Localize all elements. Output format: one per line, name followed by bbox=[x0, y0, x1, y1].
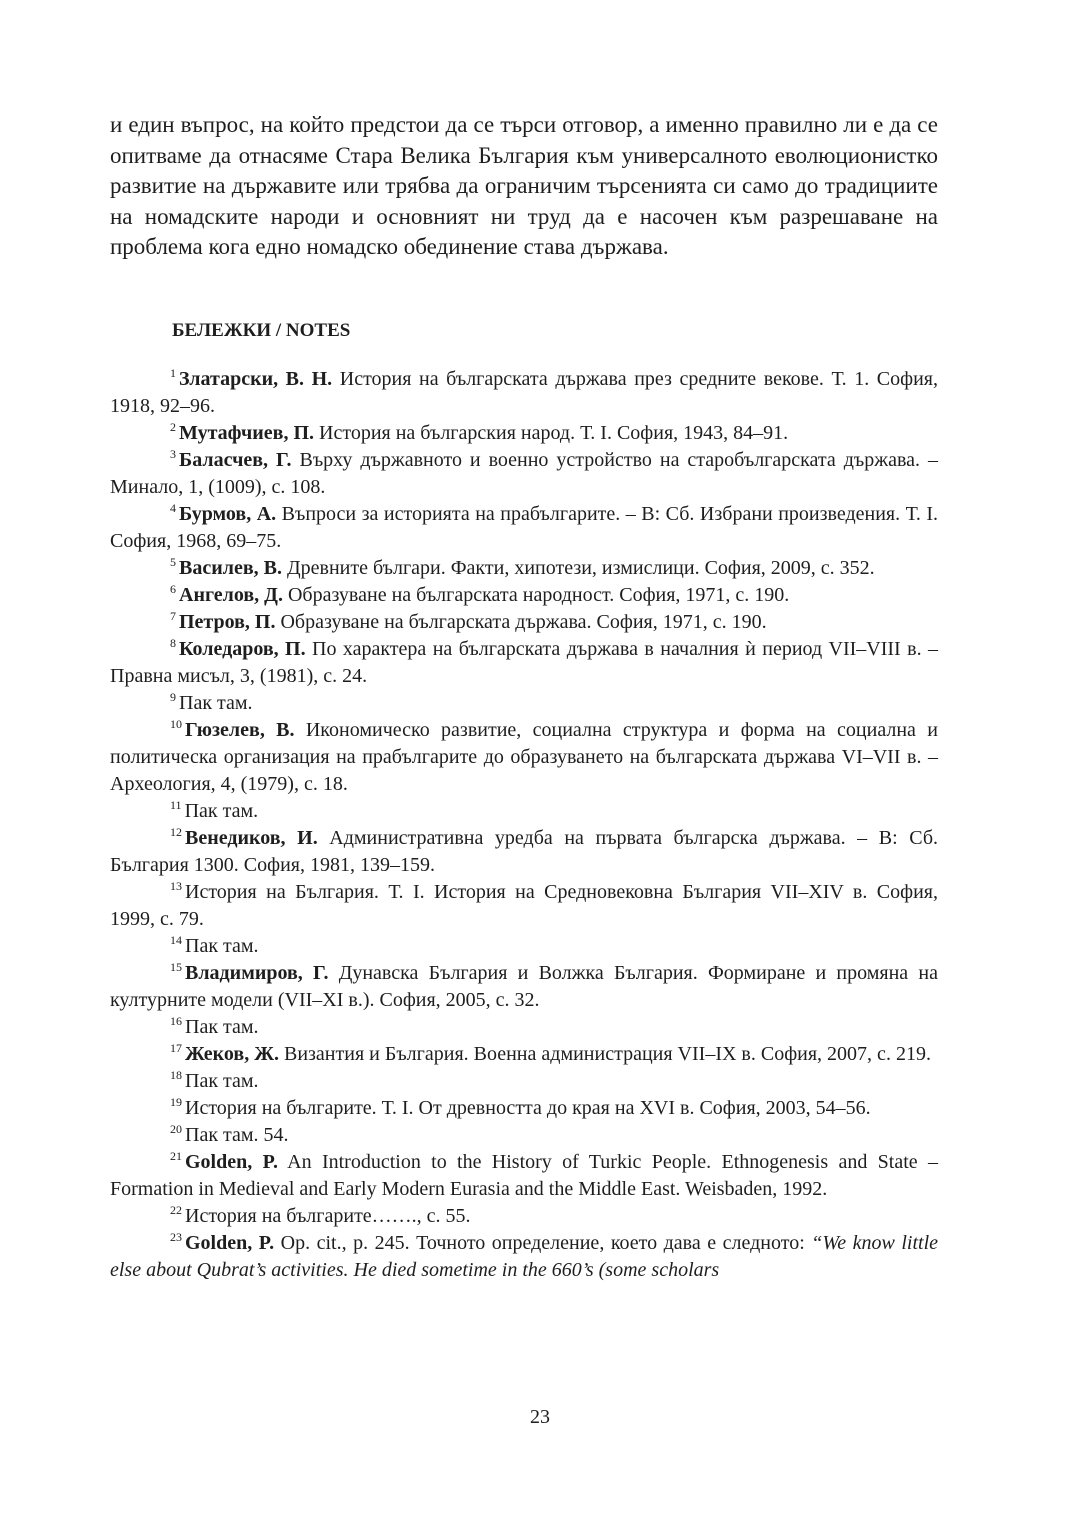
footnote-number: 11 bbox=[170, 798, 182, 813]
footnote-text: Древните българи. Факти, хипотези, измислици. София, 2009, с. 352. bbox=[281, 557, 875, 579]
footnote-author: Коледаров, П. bbox=[179, 638, 306, 660]
footnote bbox=[110, 1230, 938, 1284]
footnote bbox=[110, 1095, 938, 1122]
footnote-number: 22 bbox=[170, 1203, 182, 1218]
footnote-number: 21 bbox=[170, 1149, 182, 1164]
footnote-number: 13 bbox=[170, 879, 182, 894]
footnote-author: Петров, П. bbox=[179, 611, 276, 633]
footnote-text: Административна уредба на първата българска държава. – В: Сб. България 1300. София, 1981, 139–159. bbox=[110, 827, 938, 876]
footnote bbox=[110, 1041, 938, 1068]
footnote-author: Василев, В. bbox=[179, 557, 282, 579]
footnote bbox=[110, 825, 938, 879]
footnote-author: Golden, P. bbox=[185, 1151, 278, 1173]
footnote-text: История на българите. Т. I. От древността до края на XVI в. София, 2003, 54–56. bbox=[185, 1097, 871, 1119]
page-number: 23 bbox=[530, 1406, 550, 1428]
footnote-author: Гюзелев, В. bbox=[185, 719, 295, 741]
footnote-text: История на българите……., с. 55. bbox=[185, 1205, 471, 1227]
footnote-number: 17 bbox=[170, 1041, 182, 1056]
footnote-author: Златарски, В. Н. bbox=[179, 368, 333, 390]
footnote-author: Баласчев, Г. bbox=[179, 449, 292, 471]
footnote-quote: “We know little else about Qubrat’s activities. He died sometime in the 660’s (some scholars bbox=[110, 1232, 939, 1281]
footnote-number: 12 bbox=[170, 825, 182, 840]
footnote-number: 15 bbox=[170, 960, 182, 975]
footnote bbox=[110, 1149, 938, 1203]
footnote-number: 4 bbox=[170, 501, 176, 516]
footnote bbox=[110, 1203, 938, 1230]
footnote bbox=[110, 717, 938, 798]
footnote-text: История на българската държава през средните векове. Т. 1. София, 1918, 92–96. bbox=[110, 368, 939, 417]
footnote-number: 23 bbox=[170, 1230, 182, 1245]
footnote-text: Византия и България. Военна администрация VII–IX в. София, 2007, с. 219. bbox=[278, 1043, 931, 1065]
footnote-text: История на българския народ. Т. I. София, 1943, 84–91. bbox=[314, 422, 789, 444]
footnote-number: 3 bbox=[170, 447, 176, 462]
footnote-number: 14 bbox=[170, 933, 182, 948]
footnote-text: Пак там. 54. bbox=[185, 1124, 289, 1146]
footnote bbox=[110, 690, 938, 717]
footnote-author: Мутафчиев, П. bbox=[179, 422, 315, 444]
footnote-number: 19 bbox=[170, 1095, 182, 1110]
footnote bbox=[110, 447, 938, 501]
footnote bbox=[110, 1068, 938, 1095]
footnote-author: Владимиров, Г. bbox=[185, 962, 329, 984]
footnote bbox=[110, 555, 938, 582]
footnote-text: Дунавска България и Волжка България. Формиране и промяна на културните модели (VII–XI в.). София, 2005, с. 32. bbox=[110, 962, 938, 1011]
footnote bbox=[110, 366, 938, 420]
footnote-number: 1 bbox=[170, 366, 176, 381]
footnote bbox=[110, 960, 938, 1014]
footnote bbox=[110, 1014, 938, 1041]
body-paragraph: и един въпрос, на който предстои да се търси отговор, а именно правилно ли е да се опитваме да отнасяме Стара Велика България към универсалното еволюционистко развитие на държавите или трябва да ограничим търсенията си само до традициите на номадските народи и основният ни труд да е насочен към разрешаване на проблема кога едно номадско обединение става държава. bbox=[110, 112, 938, 259]
footnote-text: Икономическо развитие, социална структура и форма на социална и политическа организация на прабългарите до образуването на българската държава VI–VII в. – Археология, 4, (1979), с. 18. bbox=[110, 719, 938, 795]
footnote bbox=[110, 609, 938, 636]
footnote-text: История на България. Т. I. История на Средновековна България VII–XIV в. София, 1999, с. 79. bbox=[110, 881, 938, 930]
footnote-author: Венедиков, И. bbox=[185, 827, 318, 849]
footnote bbox=[110, 879, 938, 933]
footnote-text: Пак там. bbox=[179, 692, 253, 714]
footnote-text: Образуване на българската държава. София, 1971, с. 190. bbox=[275, 611, 767, 633]
footnote-text: По характера на българската държава в началния ѝ период VII–VIII в. – Правна мисъл, 3, (1981), с. 24. bbox=[110, 638, 938, 687]
footnote-author: Golden, P. bbox=[185, 1232, 275, 1254]
footnote bbox=[110, 582, 938, 609]
footnote-number: 9 bbox=[170, 690, 176, 705]
footnote-text: Пак там. bbox=[185, 1070, 259, 1092]
footnote bbox=[110, 1122, 938, 1149]
footnote bbox=[110, 636, 938, 690]
footnote-text: Върху държавното и военно устройство на старобългарската държава. – Минало, 1, (1009), с. 108. bbox=[110, 449, 938, 498]
footnote-text: Op. cit., p. 245. Точното определение, което дава е следното: bbox=[274, 1232, 812, 1254]
footnote-author: Ангелов, Д. bbox=[179, 584, 283, 606]
footnote-author: Бурмов, А. bbox=[179, 503, 277, 525]
footnote-number: 16 bbox=[170, 1014, 182, 1029]
notes-list bbox=[110, 366, 938, 1284]
footnote-number: 20 bbox=[170, 1122, 182, 1137]
footnote-number: 18 bbox=[170, 1068, 182, 1083]
footnote bbox=[110, 933, 938, 960]
footnote-text: An Introduction to the History of Turkic People. Ethnogenesis and State – Formation in Medieval and Early Modern Eurasia and the Middle East. Weisbaden, 1992. bbox=[110, 1151, 938, 1200]
footnote-text: Пак там. bbox=[185, 1016, 259, 1038]
footnote-number: 2 bbox=[170, 420, 176, 435]
footnote-number: 5 bbox=[170, 555, 176, 570]
footnote-text: Въпроси за историята на прабългарите. – В: Сб. Избрани произведения. Т. I. София, 1968, 69–75. bbox=[110, 503, 939, 552]
footnote bbox=[110, 420, 938, 447]
footnote-number: 8 bbox=[170, 636, 176, 651]
notes-heading: БЕЛЕЖКИ / NOTES bbox=[172, 320, 351, 341]
footnote-text: Пак там. bbox=[184, 800, 259, 822]
footnote-number: 7 bbox=[170, 609, 176, 624]
footnote bbox=[110, 501, 938, 555]
footnote-text: Образуване на българската народност. София, 1971, с. 190. bbox=[282, 584, 790, 606]
footnote-number: 6 bbox=[170, 582, 176, 597]
footnote bbox=[110, 798, 938, 825]
footnote-author: Жеков, Ж. bbox=[185, 1043, 279, 1065]
footnote-text: Пак там. bbox=[185, 935, 259, 957]
footnote-number: 10 bbox=[170, 717, 182, 732]
